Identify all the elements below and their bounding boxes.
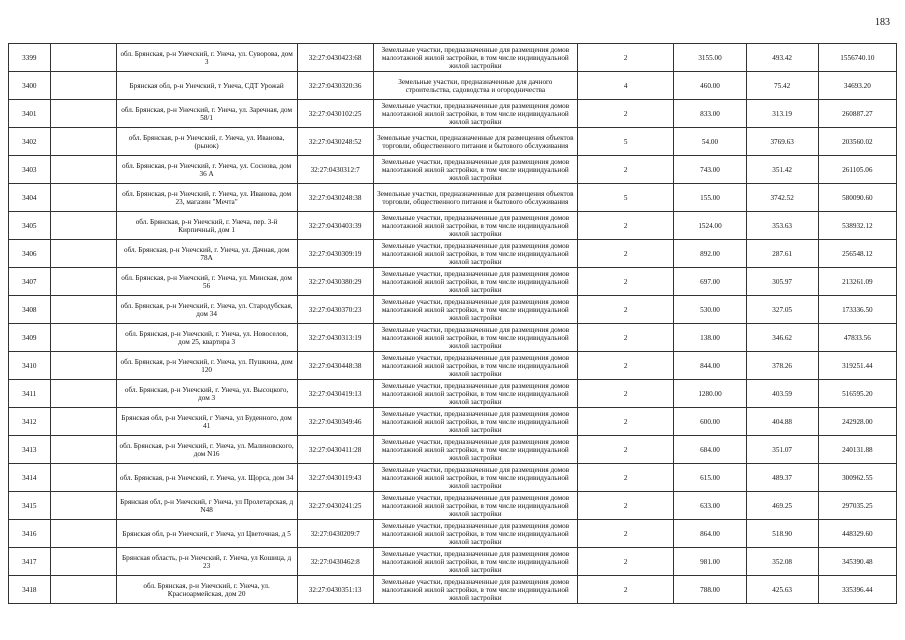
land-use-cell: Земельные участки, предназначенные для размещения домов малоэтажной жилой застройки, в том числе индивидуальной жилой застройки xyxy=(373,464,577,492)
address-cell: обл. Брянская, р-н Унечский, г. Унеча, ул. Стародубская, дом 34 xyxy=(116,296,297,324)
spacer-cell xyxy=(50,128,116,156)
row-number-cell: 3402 xyxy=(9,128,51,156)
cadastral-number-cell: 32:27:0430119:43 xyxy=(297,464,373,492)
address-cell: обл. Брянская, р-н Унечский, г. Унеча, ул. Заречная, дом 58/1 xyxy=(116,100,297,128)
group-cell: 2 xyxy=(577,576,674,604)
cadastral-value-cell: 242928.00 xyxy=(818,408,896,436)
cadastral-value-cell: 173336.50 xyxy=(818,296,896,324)
group-cell: 2 xyxy=(577,156,674,184)
address-cell: обл. Брянская, р-н Унечский, г. Унеча, ул. Дачная, дом 78А xyxy=(116,240,297,268)
group-cell: 2 xyxy=(577,240,674,268)
area-cell: 155.00 xyxy=(674,184,746,212)
group-cell: 2 xyxy=(577,464,674,492)
table-row xyxy=(9,464,897,492)
spacer-cell xyxy=(50,352,116,380)
specific-value-cell: 378.26 xyxy=(746,352,818,380)
specific-value-cell: 351.42 xyxy=(746,156,818,184)
address-cell: обл. Брянская, р-н Унечский, г. Унеча, ул. Иванова, (рынок) xyxy=(116,128,297,156)
area-cell: 460.00 xyxy=(674,72,746,100)
table-row xyxy=(9,352,897,380)
specific-value-cell: 75.42 xyxy=(746,72,818,100)
table-row xyxy=(9,156,897,184)
row-number-cell: 3414 xyxy=(9,464,51,492)
specific-value-cell: 518.90 xyxy=(746,520,818,548)
table-row xyxy=(9,72,897,100)
row-number-cell: 3399 xyxy=(9,44,51,72)
row-number-cell: 3400 xyxy=(9,72,51,100)
cadastral-value-cell: 213261.09 xyxy=(818,268,896,296)
spacer-cell xyxy=(50,464,116,492)
address-cell: обл. Брянская, р-н Унечский, г. Унеча, ул. Щорса, дом 34 xyxy=(116,464,297,492)
row-number-cell: 3405 xyxy=(9,212,51,240)
row-number-cell: 3413 xyxy=(9,436,51,464)
spacer-cell xyxy=(50,100,116,128)
table-row xyxy=(9,576,897,604)
table-row xyxy=(9,548,897,576)
area-cell: 981.00 xyxy=(674,548,746,576)
page-number: 183 xyxy=(875,17,890,28)
row-number-cell: 3416 xyxy=(9,520,51,548)
cadastral-number-cell: 32:27:0430380:29 xyxy=(297,268,373,296)
table-row xyxy=(9,436,897,464)
area-cell: 138.00 xyxy=(674,324,746,352)
cadastral-number-cell: 32:27:0430102:25 xyxy=(297,100,373,128)
row-number-cell: 3407 xyxy=(9,268,51,296)
row-number-cell: 3409 xyxy=(9,324,51,352)
group-cell: 2 xyxy=(577,352,674,380)
cadastral-number-cell: 32:27:0430423:68 xyxy=(297,44,373,72)
cadastral-number-cell: 32:27:0430419:13 xyxy=(297,380,373,408)
address-cell: обл. Брянская, р-н Унечский, г. Унеча, ул. Пушкина, дом 120 xyxy=(116,352,297,380)
group-cell: 2 xyxy=(577,324,674,352)
specific-value-cell: 425.63 xyxy=(746,576,818,604)
cadastral-value-cell: 47833.56 xyxy=(818,324,896,352)
group-cell: 2 xyxy=(577,268,674,296)
cadastral-number-cell: 32:27:0430248:52 xyxy=(297,128,373,156)
land-use-cell: Земельные участки, предназначенные для размещения домов малоэтажной жилой застройки, в том числе индивидуальной жилой застройки xyxy=(373,44,577,72)
cadastral-value-cell: 240131.88 xyxy=(818,436,896,464)
spacer-cell xyxy=(50,520,116,548)
area-cell: 1524.00 xyxy=(674,212,746,240)
land-use-cell: Земельные участки, предназначенные для размещения объектов торговли, общественного питания и бытового обслуживания xyxy=(373,128,577,156)
cadastral-number-cell: 32:27:0430241:25 xyxy=(297,492,373,520)
address-cell: обл. Брянская, р-н Унечский, г. Унеча, ул. Соснова, дом 36 А xyxy=(116,156,297,184)
row-number-cell: 3406 xyxy=(9,240,51,268)
land-use-cell: Земельные участки, предназначенные для размещения домов малоэтажной жилой застройки, в том числе индивидуальной жилой застройки xyxy=(373,492,577,520)
group-cell: 5 xyxy=(577,184,674,212)
cadastral-number-cell: 32:27:0430351:13 xyxy=(297,576,373,604)
cadastral-number-cell: 32:27:0430370:23 xyxy=(297,296,373,324)
cadastral-number-cell: 32:27:0430309:19 xyxy=(297,240,373,268)
row-number-cell: 3410 xyxy=(9,352,51,380)
spacer-cell xyxy=(50,548,116,576)
table-row xyxy=(9,296,897,324)
group-cell: 2 xyxy=(577,380,674,408)
group-cell: 2 xyxy=(577,100,674,128)
specific-value-cell: 3769.63 xyxy=(746,128,818,156)
land-use-cell: Земельные участки, предназначенные для размещения домов малоэтажной жилой застройки, в том числе индивидуальной жилой застройки xyxy=(373,380,577,408)
cadastral-value-table xyxy=(8,43,897,604)
cadastral-value-cell: 345390.48 xyxy=(818,548,896,576)
spacer-cell xyxy=(50,240,116,268)
cadastral-number-cell: 32:27:0430462:8 xyxy=(297,548,373,576)
cadastral-number-cell: 32:27:0430209:7 xyxy=(297,520,373,548)
specific-value-cell: 352.08 xyxy=(746,548,818,576)
cadastral-value-cell: 335396.44 xyxy=(818,576,896,604)
area-cell: 833.00 xyxy=(674,100,746,128)
table-row xyxy=(9,324,897,352)
spacer-cell xyxy=(50,72,116,100)
land-use-cell: Земельные участки, предназначенные для дачного строительства, садоводства и огородничества xyxy=(373,72,577,100)
table-row xyxy=(9,44,897,72)
cadastral-value-cell: 538932.12 xyxy=(818,212,896,240)
area-cell: 530.00 xyxy=(674,296,746,324)
group-cell: 2 xyxy=(577,44,674,72)
group-cell: 5 xyxy=(577,128,674,156)
address-cell: обл. Брянская, р-н Унечский, г. Унеча, ул. Суворова, дом 3 xyxy=(116,44,297,72)
table-row xyxy=(9,184,897,212)
specific-value-cell: 327.05 xyxy=(746,296,818,324)
area-cell: 788.00 xyxy=(674,576,746,604)
specific-value-cell: 287.61 xyxy=(746,240,818,268)
group-cell: 2 xyxy=(577,296,674,324)
area-cell: 633.00 xyxy=(674,492,746,520)
spacer-cell xyxy=(50,576,116,604)
cadastral-value-cell: 256548.12 xyxy=(818,240,896,268)
specific-value-cell: 493.42 xyxy=(746,44,818,72)
area-cell: 697.00 xyxy=(674,268,746,296)
table-row xyxy=(9,492,897,520)
land-use-cell: Земельные участки, предназначенные для размещения домов малоэтажной жилой застройки, в том числе индивидуальной жилой застройки xyxy=(373,212,577,240)
spacer-cell xyxy=(50,156,116,184)
group-cell: 2 xyxy=(577,520,674,548)
cadastral-number-cell: 32:27:0430411:28 xyxy=(297,436,373,464)
specific-value-cell: 346.62 xyxy=(746,324,818,352)
table-row xyxy=(9,100,897,128)
land-use-cell: Земельные участки, предназначенные для размещения домов малоэтажной жилой застройки, в том числе индивидуальной жилой застройки xyxy=(373,240,577,268)
area-cell: 1280.00 xyxy=(674,380,746,408)
address-cell: обл. Брянская, р-н Унечский, г. Унеча, ул. Малиновского, дом N16 xyxy=(116,436,297,464)
group-cell: 2 xyxy=(577,548,674,576)
group-cell: 2 xyxy=(577,492,674,520)
spacer-cell xyxy=(50,436,116,464)
spacer-cell xyxy=(50,296,116,324)
land-use-cell: Земельные участки, предназначенные для размещения домов малоэтажной жилой застройки, в том числе индивидуальной жилой застройки xyxy=(373,268,577,296)
area-cell: 600.00 xyxy=(674,408,746,436)
address-cell: Брянская обл, р-н Унечский, г Унеча, ул Буденного, дом 41 xyxy=(116,408,297,436)
row-number-cell: 3403 xyxy=(9,156,51,184)
group-cell: 2 xyxy=(577,436,674,464)
table-row xyxy=(9,380,897,408)
row-number-cell: 3404 xyxy=(9,184,51,212)
cadastral-value-cell: 261105.06 xyxy=(818,156,896,184)
address-cell: обл. Брянская, р-н Унечский, г. Унеча, ул. Красноармейская, дом 20 xyxy=(116,576,297,604)
spacer-cell xyxy=(50,44,116,72)
area-cell: 864.00 xyxy=(674,520,746,548)
area-cell: 3155.00 xyxy=(674,44,746,72)
specific-value-cell: 351.07 xyxy=(746,436,818,464)
table-row xyxy=(9,128,897,156)
table-row xyxy=(9,240,897,268)
row-number-cell: 3417 xyxy=(9,548,51,576)
cadastral-value-cell: 580090.60 xyxy=(818,184,896,212)
address-cell: Брянская обл, р-н Унечский, г Унеча, ул Пролетарская, д N48 xyxy=(116,492,297,520)
address-cell: обл. Брянская, р-н Унечский, г. Унеча, пер. 3-й Кирпичный, дом 1 xyxy=(116,212,297,240)
cadastral-value-cell: 260887.27 xyxy=(818,100,896,128)
specific-value-cell: 404.88 xyxy=(746,408,818,436)
area-cell: 684.00 xyxy=(674,436,746,464)
specific-value-cell: 305.97 xyxy=(746,268,818,296)
area-cell: 743.00 xyxy=(674,156,746,184)
address-cell: Брянская обл, р-н Унечский, т Унеча, СДТ Урожай xyxy=(116,72,297,100)
cadastral-value-cell: 1556740.10 xyxy=(818,44,896,72)
address-cell: Брянская область, р-н Унечский, г. Унеча, ул Кошица, д 23 xyxy=(116,548,297,576)
address-cell: обл. Брянская, р-н Унечский, г. Унеча, ул. Высоцкого, дом 3 xyxy=(116,380,297,408)
group-cell: 2 xyxy=(577,408,674,436)
land-use-cell: Земельные участки, предназначенные для размещения домов малоэтажной жилой застройки, в том числе индивидуальной жилой застройки xyxy=(373,436,577,464)
area-cell: 892.00 xyxy=(674,240,746,268)
land-use-cell: Земельные участки, предназначенные для размещения домов малоэтажной жилой застройки, в том числе индивидуальной жилой застройки xyxy=(373,408,577,436)
row-number-cell: 3411 xyxy=(9,380,51,408)
cadastral-value-cell: 297035.25 xyxy=(818,492,896,520)
land-use-cell: Земельные участки, предназначенные для размещения домов малоэтажной жилой застройки, в том числе индивидуальной жилой застройки xyxy=(373,520,577,548)
specific-value-cell: 313.19 xyxy=(746,100,818,128)
land-use-cell: Земельные участки, предназначенные для размещения домов малоэтажной жилой застройки, в том числе индивидуальной жилой застройки xyxy=(373,576,577,604)
specific-value-cell: 469.25 xyxy=(746,492,818,520)
row-number-cell: 3412 xyxy=(9,408,51,436)
spacer-cell xyxy=(50,184,116,212)
spacer-cell xyxy=(50,492,116,520)
specific-value-cell: 353.63 xyxy=(746,212,818,240)
group-cell: 4 xyxy=(577,72,674,100)
area-cell: 844.00 xyxy=(674,352,746,380)
cadastral-number-cell: 32:27:0430248:38 xyxy=(297,184,373,212)
cadastral-value-cell: 34693.20 xyxy=(818,72,896,100)
area-cell: 615.00 xyxy=(674,464,746,492)
spacer-cell xyxy=(50,212,116,240)
land-use-cell: Земельные участки, предназначенные для размещения домов малоэтажной жилой застройки, в том числе индивидуальной жилой застройки xyxy=(373,156,577,184)
cadastral-number-cell: 32:27:0430312:7 xyxy=(297,156,373,184)
cadastral-number-cell: 32:27:0430320:36 xyxy=(297,72,373,100)
row-number-cell: 3408 xyxy=(9,296,51,324)
specific-value-cell: 3742.52 xyxy=(746,184,818,212)
table-row xyxy=(9,408,897,436)
land-use-cell: Земельные участки, предназначенные для размещения домов малоэтажной жилой застройки, в том числе индивидуальной жилой застройки xyxy=(373,100,577,128)
table-row xyxy=(9,212,897,240)
land-use-cell: Земельные участки, предназначенные для размещения домов малоэтажной жилой застройки, в том числе индивидуальной жилой застройки xyxy=(373,352,577,380)
land-use-cell: Земельные участки, предназначенные для размещения домов малоэтажной жилой застройки, в том числе индивидуальной жилой застройки xyxy=(373,324,577,352)
cadastral-number-cell: 32:27:0430448:38 xyxy=(297,352,373,380)
table-row xyxy=(9,268,897,296)
cadastral-value-cell: 300962.55 xyxy=(818,464,896,492)
spacer-cell xyxy=(50,268,116,296)
group-cell: 2 xyxy=(577,212,674,240)
cadastral-value-cell: 319251.44 xyxy=(818,352,896,380)
land-use-cell: Земельные участки, предназначенные для размещения объектов торговли, общественного питания и бытового обслуживания xyxy=(373,184,577,212)
specific-value-cell: 489.37 xyxy=(746,464,818,492)
spacer-cell xyxy=(50,408,116,436)
specific-value-cell: 403.59 xyxy=(746,380,818,408)
row-number-cell: 3415 xyxy=(9,492,51,520)
land-use-cell: Земельные участки, предназначенные для размещения домов малоэтажной жилой застройки, в том числе индивидуальной жилой застройки xyxy=(373,548,577,576)
spacer-cell xyxy=(50,380,116,408)
land-use-cell: Земельные участки, предназначенные для размещения домов малоэтажной жилой застройки, в том числе индивидуальной жилой застройки xyxy=(373,296,577,324)
spacer-cell xyxy=(50,324,116,352)
cadastral-value-cell: 516595.20 xyxy=(818,380,896,408)
table-row xyxy=(9,520,897,548)
cadastral-value-cell: 448329.60 xyxy=(818,520,896,548)
row-number-cell: 3418 xyxy=(9,576,51,604)
cadastral-value-cell: 203560.02 xyxy=(818,128,896,156)
address-cell: обл. Брянская, р-н Унечский, г. Унеча, ул. Иванова, дом 23, магазин "Мечта" xyxy=(116,184,297,212)
address-cell: обл. Брянская, р-н Унечский, г. Унеча, ул. Новоселов, дом 25, квартира 3 xyxy=(116,324,297,352)
row-number-cell: 3401 xyxy=(9,100,51,128)
cadastral-number-cell: 32:27:0430349:46 xyxy=(297,408,373,436)
area-cell: 54.00 xyxy=(674,128,746,156)
address-cell: Брянская обл, р-н Унечский, г Унеча, ул Цветочная, д 5 xyxy=(116,520,297,548)
address-cell: обл. Брянская, р-н Унечский, г. Унеча, ул. Минская, дом 56 xyxy=(116,268,297,296)
cadastral-number-cell: 32:27:0430403:39 xyxy=(297,212,373,240)
cadastral-number-cell: 32:27:0430313:19 xyxy=(297,324,373,352)
